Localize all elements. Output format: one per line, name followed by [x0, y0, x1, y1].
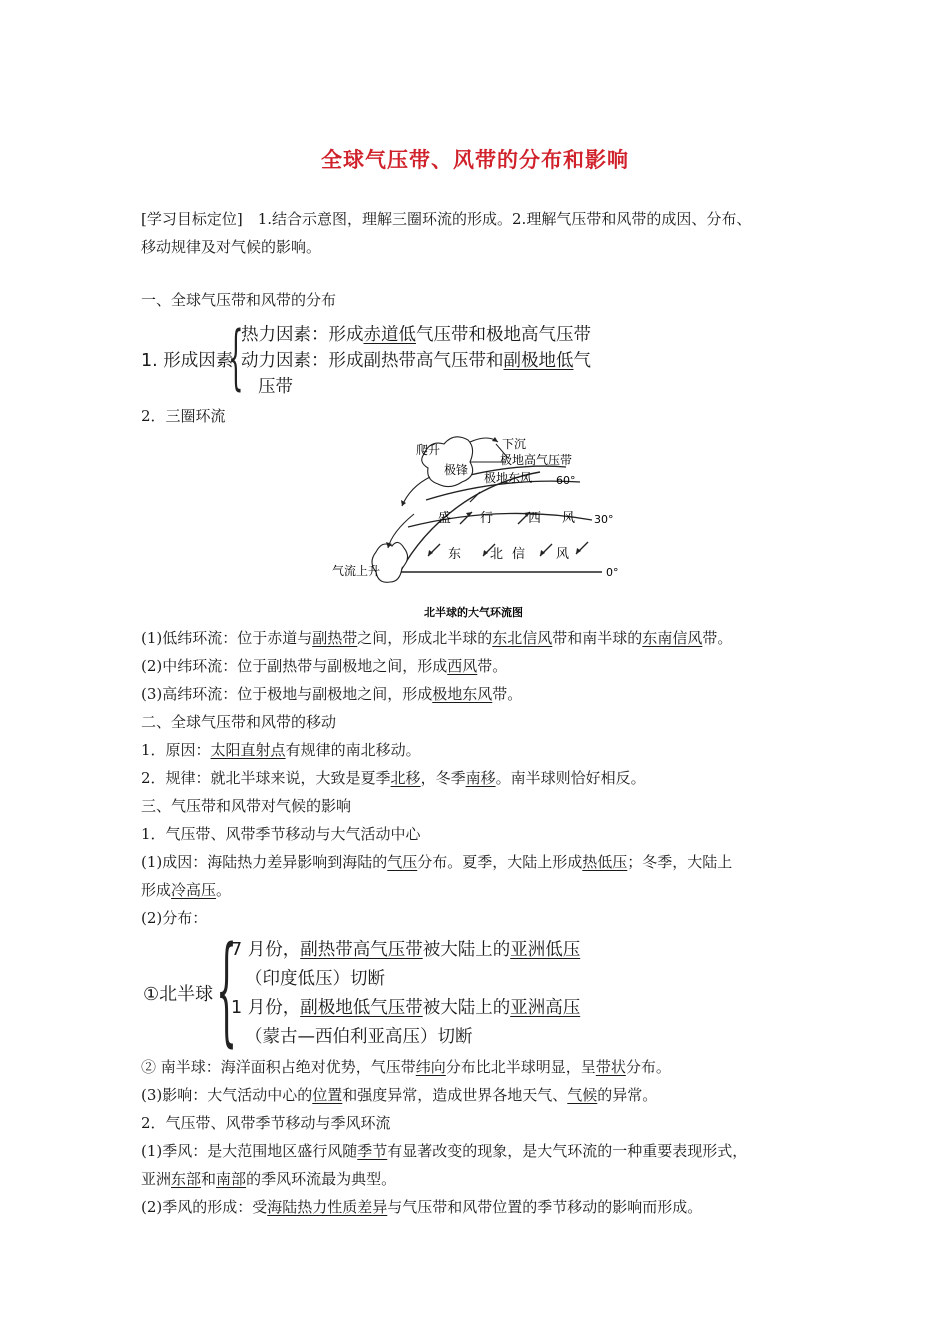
july-line1: 7 月份，副热带高气压带被大陆上的亚洲低压	[231, 940, 581, 960]
label-polar-high: 极地高气压带	[500, 453, 573, 467]
thermal-factor: 热力因素：形成赤道低气压带和极地高气压带	[241, 325, 591, 345]
trade-char-3: 信	[512, 547, 526, 562]
label-polar-front: 极锋	[444, 463, 469, 477]
action-centers-heading: 1．气压带、风带季节移动与大气活动中心	[141, 825, 421, 843]
label-xiachen: 下沉	[502, 437, 527, 451]
label-qiliu: 气流上升	[332, 564, 381, 578]
monsoon-heading: 2．气压带、风带季节移动与季风环流	[141, 1114, 391, 1132]
trade-char-2: 北	[490, 547, 504, 562]
low-lat-cell: (1)低纬环流：位于赤道与副热带之间，形成北半球的东北信风带和南半球的东南信风带。	[141, 629, 733, 647]
cause-line2: 形成冷高压。	[141, 881, 232, 899]
jan-line1: 1 月份，副极地低气压带被大陆上的亚洲高压	[231, 998, 581, 1018]
trade-char-4: 风	[556, 547, 570, 562]
section3-heading: 三、气压带和风带对气候的影响	[141, 797, 352, 815]
section1-heading: 一、全球气压带和风带的分布	[141, 291, 337, 309]
southern-hemisphere: ② 南半球：海洋面积占绝对优势，气压带纬向分布比北半球明显，呈带状分布。	[141, 1058, 671, 1076]
impact-line: (3)影响：大气活动中心的位置和强度异常，造成世界各地天气、气候的异常。	[141, 1086, 658, 1104]
mid-lat-cell: (2)中纬环流：位于副热带与副极地之间，形成西风带。	[141, 657, 508, 675]
distribution-label: (2)分布：	[141, 909, 208, 927]
three-cell-heading: 2．三圈环流	[141, 407, 226, 425]
arrow-mid	[388, 514, 414, 548]
trade-char-1: 东	[448, 547, 462, 562]
movement-rule: 2．规律：就北半球来说，大致是夏季北移，冬季南移。南半球则恰好相反。	[141, 769, 646, 787]
monsoon-line1: (1)季风：是大范围地区盛行风随季节有显著改变的现象，是大气环流的一种重要表现形式，	[141, 1142, 748, 1160]
label-lat0: 0°	[606, 566, 619, 579]
arrow-polar-down	[402, 477, 430, 506]
westerly-char-1: 盛	[438, 511, 452, 526]
nh-brace: {	[216, 920, 238, 1058]
label-polar-east: 极地东风	[484, 471, 533, 485]
formation-brace: {	[228, 316, 244, 398]
july-line2: （印度低压）切断	[245, 969, 385, 989]
high-lat-cell: (3)高纬环流：位于极地与副极地之间，形成极地东风带。	[141, 685, 523, 703]
page-title: 全球气压带、风带的分布和影响	[321, 148, 629, 172]
westerly-char-3: 西	[528, 511, 542, 526]
section2-heading: 二、全球气压带和风带的移动	[141, 713, 337, 731]
learning-objectives-line2: 移动规律及对气候的影响。	[141, 238, 322, 256]
arrowhead-1	[401, 500, 406, 506]
label-lat30: 30°	[594, 513, 614, 526]
dynamic-factor-cont: 压带	[258, 377, 293, 397]
monsoon-formation: (2)季风的形成：受海陆热力性质差异与气压带和风带位置的季节移动的影响而形成。	[141, 1198, 703, 1216]
movement-cause: 1．原因：太阳直射点有规律的南北移动。	[141, 741, 421, 759]
dynamic-factor: 动力因素：形成副热带高气压带和副极地低气	[241, 351, 591, 371]
cause-line1: (1)成因：海陆热力差异影响到海陆的气压分布。夏季，大陆上形成热低压；冬季，大陆上	[141, 853, 733, 871]
nh-label: ①北半球	[143, 984, 214, 1005]
label-pasheng: 爬升	[416, 443, 441, 457]
westerly-char-4: 风	[562, 511, 576, 526]
westerly-char-2: 行	[480, 511, 494, 526]
jan-line2: （蒙古—西伯利亚高压）切断	[245, 1027, 473, 1047]
monsoon-line2: 亚洲东部和南部的季风环流最为典型。	[141, 1170, 397, 1188]
formation-factors-label: 1. 形成因素	[141, 351, 234, 371]
learning-objectives-line1: [学习目标定位] 1.结合示意图，理解三圈环流的形成。2.理解气压带和风带的成因、分布、	[141, 210, 752, 228]
atmospheric-circulation-diagram	[330, 432, 630, 622]
label-lat60: 60°	[556, 474, 576, 487]
diagram-caption: 北半球的大气环流图	[424, 606, 523, 619]
